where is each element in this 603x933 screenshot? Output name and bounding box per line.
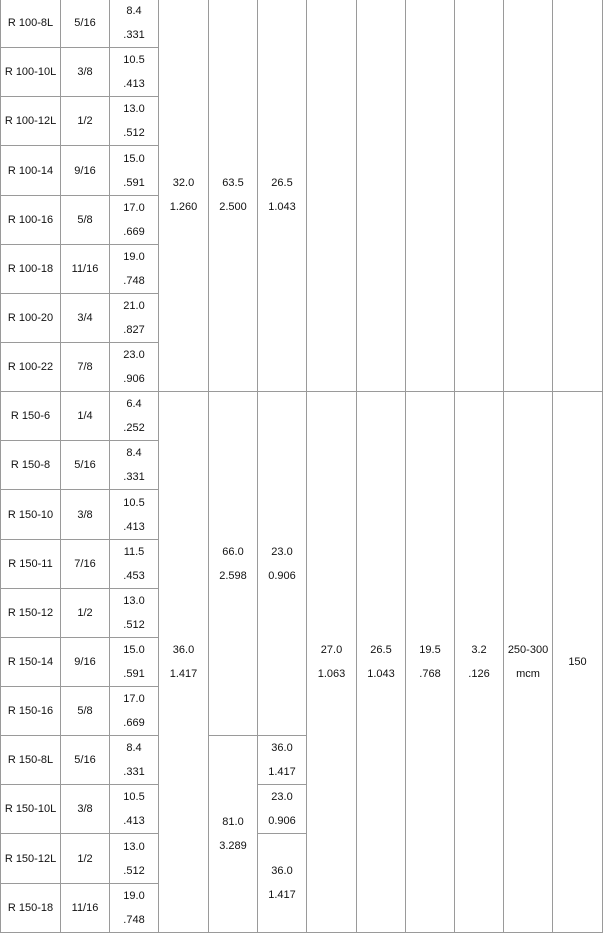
dimension-cell-imperial: .331	[123, 766, 145, 778]
dimension-cell-imperial: .413	[123, 78, 145, 90]
size-cell: 3/4	[61, 294, 110, 343]
dimension-cell-imperial: .591	[123, 668, 145, 680]
dimension-cell-imperial: .252	[123, 422, 145, 434]
size-cell: 9/16	[61, 146, 110, 196]
dimension-cell-metric: 17.0	[123, 693, 145, 705]
dimension-cell-metric: 13.0	[123, 840, 145, 853]
shared-col11-cell-metric: 250-300	[507, 644, 549, 656]
shared-col7-cell-imperial: 1.063	[317, 668, 346, 680]
r100-col6-cell-metric: 26.5	[271, 177, 293, 189]
r150-col6-bottom-cell-imperial: 1.417	[268, 889, 296, 901]
shared-col8-cell	[357, 392, 406, 933]
dimension-cell-metric: 6.4	[126, 398, 142, 410]
r150-col6-10l-cell-imperial: 0.906	[268, 815, 296, 827]
dimension-cell	[110, 589, 159, 638]
part-number-cell: R 100-8L	[1, 0, 61, 48]
size-cell: 11/16	[61, 884, 110, 933]
dimension-cell-metric: 10.5	[123, 496, 145, 509]
r150-col6-bottom-cell-metric: 36.0	[271, 865, 293, 877]
dimension-cell-metric: 21.0	[123, 300, 145, 312]
size-cell: 11/16	[61, 245, 110, 294]
part-number-cell: R 150-12L	[1, 834, 61, 884]
dimension-cell	[110, 785, 159, 834]
size-cell: 5/8	[61, 196, 110, 245]
shared-col12-cell: 150	[553, 392, 603, 933]
dimension-cell-metric: 19.0	[123, 251, 145, 263]
dimension-cell-imperial: .453	[123, 570, 145, 582]
dimension-cell	[110, 196, 159, 245]
dimension-cell-metric: 10.5	[123, 791, 145, 803]
dimension-cell-metric: 15.0	[123, 644, 145, 656]
part-number-cell: R 100-14	[1, 146, 61, 196]
part-number-cell: R 150-8	[1, 441, 61, 490]
dimension-cell-imperial: .827	[123, 324, 145, 336]
dimension-cell	[110, 245, 159, 294]
dimension-cell	[110, 834, 159, 884]
part-number-cell: R 100-16	[1, 196, 61, 245]
r150-col6-top-cell-metric: 23.0	[271, 545, 293, 558]
dimension-cell	[110, 343, 159, 392]
r100-col5-cell-metric: 63.5	[222, 177, 244, 189]
size-cell: 3/8	[61, 48, 110, 97]
r100-col5-cell	[209, 0, 258, 392]
dimension-cell-metric: 19.0	[123, 890, 145, 902]
r150-col6-10l-cell-metric: 23.0	[271, 791, 293, 803]
r150-col6-8l-cell-metric: 36.0	[271, 742, 293, 754]
part-number-cell: R 150-10	[1, 490, 61, 540]
r150-col5-bottom-cell-imperial: 3.289	[219, 840, 247, 852]
size-cell: 3/8	[61, 490, 110, 540]
part-number-cell: R 150-6	[1, 392, 61, 441]
dimension-cell	[110, 490, 159, 540]
dimension-cell-imperial: .748	[123, 914, 145, 926]
dimension-cell	[110, 0, 159, 48]
dimension-cell	[110, 294, 159, 343]
shared-col11-cell-imperial: mcm	[516, 668, 540, 680]
r150-col4-cell-metric: 36.0	[172, 644, 195, 656]
r150-col5-top-cell-imperial: 2.598	[219, 569, 247, 582]
r100-blank-cell	[406, 0, 455, 392]
shared-col9-cell-imperial: .768	[419, 668, 441, 680]
r100-col4-cell-metric: 32.0	[172, 177, 195, 189]
r100-col5-cell-imperial: 2.500	[219, 201, 247, 213]
r100-blank-cell	[307, 0, 357, 392]
r150-col5-top-cell	[209, 392, 258, 736]
dimension-cell-imperial: .669	[123, 226, 145, 238]
size-cell: 1/2	[61, 834, 110, 884]
part-number-cell: R 100-20	[1, 294, 61, 343]
r100-blank-cell	[455, 0, 504, 392]
r150-col6-top-cell	[258, 392, 307, 736]
dimension-cell-metric: 17.0	[123, 202, 145, 214]
size-cell: 9/16	[61, 638, 110, 687]
shared-col9-cell	[406, 392, 455, 933]
r100-blank-cell	[504, 0, 553, 392]
dimension-cell	[110, 97, 159, 146]
part-number-cell: R 150-10L	[1, 785, 61, 834]
size-cell: 5/16	[61, 441, 110, 490]
dimension-cell-metric: 13.0	[123, 595, 145, 607]
size-cell: 3/8	[61, 785, 110, 834]
dimension-cell-imperial: .906	[123, 373, 145, 385]
size-cell: 5/16	[61, 0, 110, 48]
dimension-cell-imperial: .331	[123, 471, 145, 483]
size-cell: 7/16	[61, 540, 110, 589]
dimension-cell-imperial: .413	[123, 815, 145, 827]
shared-col7-cell	[307, 392, 357, 933]
dimension-cell	[110, 638, 159, 687]
dimension-cell-imperial: .512	[123, 619, 145, 631]
r150-col5-bottom-cell-metric: 81.0	[222, 816, 244, 828]
table-row	[1, 392, 603, 441]
size-cell: 1/4	[61, 392, 110, 441]
r100-col4-cell	[159, 0, 209, 392]
dimension-cell-imperial: .591	[123, 176, 145, 189]
shared-col7-cell-metric: 27.0	[320, 644, 343, 656]
r150-col4-cell-imperial: 1.417	[169, 668, 198, 680]
part-number-cell: R 100-22	[1, 343, 61, 392]
part-number-cell: R 150-11	[1, 540, 61, 589]
part-number-cell: R 150-8L	[1, 736, 61, 785]
r150-col6-top-cell-imperial: 0.906	[268, 569, 296, 582]
r100-col6-cell	[258, 0, 307, 392]
size-cell: 5/8	[61, 687, 110, 736]
dimension-cell	[110, 736, 159, 785]
dimension-cell-imperial: .669	[123, 717, 145, 729]
r100-blank-cell	[553, 0, 603, 392]
dimension-cell	[110, 48, 159, 97]
dimension-cell-metric: 15.0	[123, 152, 145, 165]
part-number-cell: R 150-16	[1, 687, 61, 736]
dimension-cell-metric: 8.4	[126, 447, 142, 459]
dimension-cell-imperial: .331	[123, 29, 145, 41]
dimension-cell-imperial: .512	[123, 127, 145, 139]
dimension-cell-metric: 10.5	[123, 54, 145, 66]
part-number-cell: R 100-12L	[1, 97, 61, 146]
shared-col11-cell	[504, 392, 553, 933]
dimension-cell-imperial: .748	[123, 275, 145, 287]
size-cell: 7/8	[61, 343, 110, 392]
part-number-cell: R 150-12	[1, 589, 61, 638]
shared-col10-cell-imperial: .126	[468, 668, 490, 680]
dimension-cell-imperial: .413	[123, 520, 145, 533]
r150-col6-bottom-cell	[258, 834, 307, 933]
r100-col4-cell-imperial: 1.260	[169, 201, 198, 213]
dimension-cell	[110, 392, 159, 441]
dimension-cell-metric: 8.4	[126, 5, 142, 17]
part-number-cell: R 150-14	[1, 638, 61, 687]
part-number-cell: R 150-18	[1, 884, 61, 933]
dimension-cell-imperial: .512	[123, 864, 145, 877]
shared-col8-cell-metric: 26.5	[370, 644, 392, 656]
shared-col10-cell	[455, 392, 504, 933]
dimension-cell-metric: 8.4	[126, 742, 142, 754]
dimension-cell	[110, 441, 159, 490]
table-row	[1, 0, 603, 48]
shared-col8-cell-imperial: 1.043	[367, 668, 395, 680]
dimension-cell-metric: 13.0	[123, 103, 145, 115]
part-number-cell: R 100-18	[1, 245, 61, 294]
spec-table-body	[1, 0, 603, 933]
dimension-cell	[110, 146, 159, 196]
dimension-cell-metric: 23.0	[123, 349, 145, 361]
r150-col6-8l-cell	[258, 736, 307, 785]
dimension-cell-metric: 11.5	[123, 546, 145, 558]
dimension-cell	[110, 884, 159, 933]
shared-col9-cell-metric: 19.5	[419, 644, 441, 656]
r150-col5-bottom-cell	[209, 736, 258, 933]
r150-col5-top-cell-metric: 66.0	[222, 545, 244, 558]
r100-col6-cell-imperial: 1.043	[268, 201, 296, 213]
r150-col6-10l-cell	[258, 785, 307, 834]
part-number-cell: R 100-10L	[1, 48, 61, 97]
r150-col4-cell	[159, 392, 209, 933]
size-cell: 1/2	[61, 589, 110, 638]
size-cell: 1/2	[61, 97, 110, 146]
r150-col6-8l-cell-imperial: 1.417	[268, 766, 296, 778]
dimension-cell	[110, 687, 159, 736]
shared-col10-cell-metric: 3.2	[471, 644, 487, 656]
size-cell: 5/16	[61, 736, 110, 785]
r100-blank-cell	[357, 0, 406, 392]
dimension-cell	[110, 540, 159, 589]
